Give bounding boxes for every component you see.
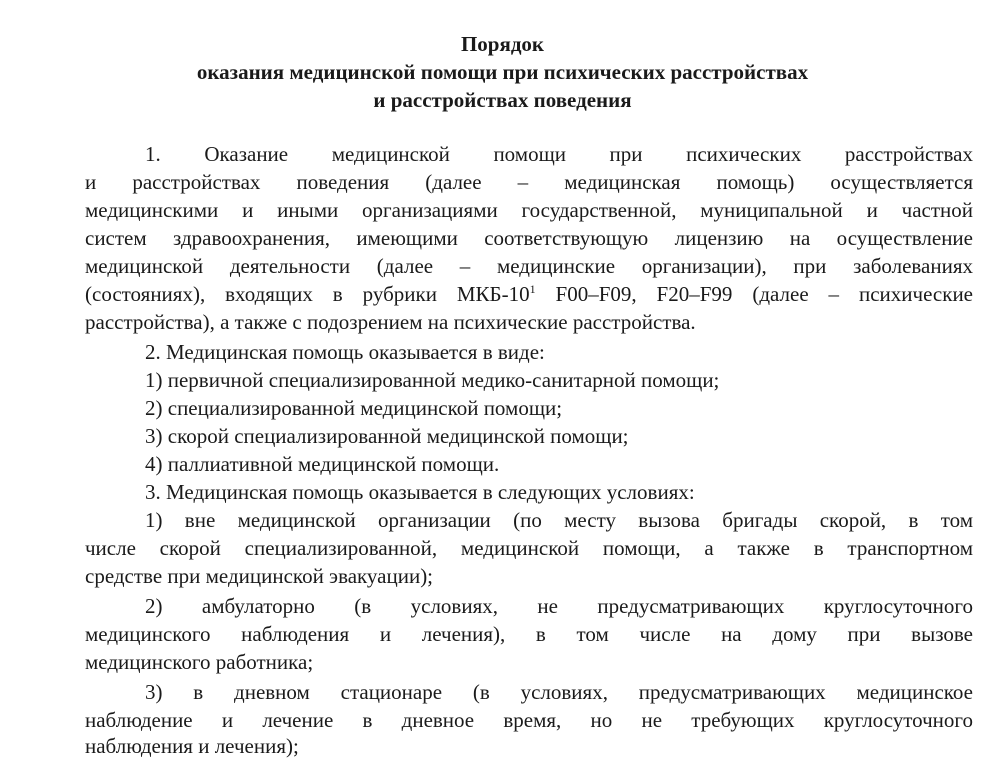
footnote-marker: 1: [529, 282, 536, 296]
body-line-6: [85, 280, 973, 308]
body-line-17: 2) амбулаторно (в условиях, не предусматривающих круглосуточного: [145, 594, 973, 618]
body-line-6-part-b: F00–F09, F20–F99 (далее – психические: [535, 282, 974, 306]
body-line-8: 2. Медицинская помощь оказывается в виде:: [145, 340, 545, 364]
body-line-16: средстве при медицинской эвакуации);: [85, 564, 434, 588]
body-line-5: медицинской деятельности (далее – медицинские организации), при заболеваниях: [85, 254, 973, 278]
body-line-19: медицинского работника;: [85, 650, 314, 674]
body-line-4: систем здравоохранения, имеющими соответствующую лицензию на осуществление: [85, 226, 973, 250]
document-title-line-2: оказания медицинской помощи при психических расстройствах: [196, 60, 809, 84]
document-title-line-3: и расстройствах поведения: [373, 88, 632, 112]
body-line-11: 3) скорой специализированной медицинской помощи;: [145, 424, 629, 448]
body-line-18: медицинского наблюдения и лечения), в том числе на дому при вызове: [85, 622, 973, 646]
body-line-14: 1) вне медицинской организации (по месту вызова бригады скорой, в том: [145, 508, 973, 532]
body-line-7: расстройства), а также с подозрением на психические расстройства.: [85, 310, 696, 334]
body-line-22: наблюдения и лечения);: [85, 734, 299, 758]
body-line-20: 3) в дневном стационаре (в условиях, предусматривающих медицинское: [145, 680, 973, 704]
body-line-6-part-a: (состояниях), входящих в рубрики МКБ-10: [85, 282, 530, 306]
body-line-15: числе скорой специализированной, медицинской помощи, а также в транспортном: [85, 536, 973, 560]
body-line-21: наблюдение и лечение в дневное время, но не требующих круглосуточного: [85, 708, 973, 732]
body-line-3: медицинскими и иными организациями государственной, муниципальной и частной: [85, 198, 973, 222]
body-line-2: и расстройствах поведения (далее – медицинская помощь) осуществляется: [85, 170, 973, 194]
document-title-line-1: Порядок: [460, 32, 545, 56]
body-line-10: 2) специализированной медицинской помощи;: [145, 396, 563, 420]
body-line-1: 1. Оказание медицинской помощи при психических расстройствах: [145, 142, 973, 166]
body-line-12: 4) паллиативной медицинской помощи.: [145, 452, 500, 476]
body-line-13: 3. Медицинская помощь оказывается в следующих условиях:: [145, 480, 695, 504]
body-line-9: 1) первичной специализированной медико-санитарной помощи;: [145, 368, 720, 392]
